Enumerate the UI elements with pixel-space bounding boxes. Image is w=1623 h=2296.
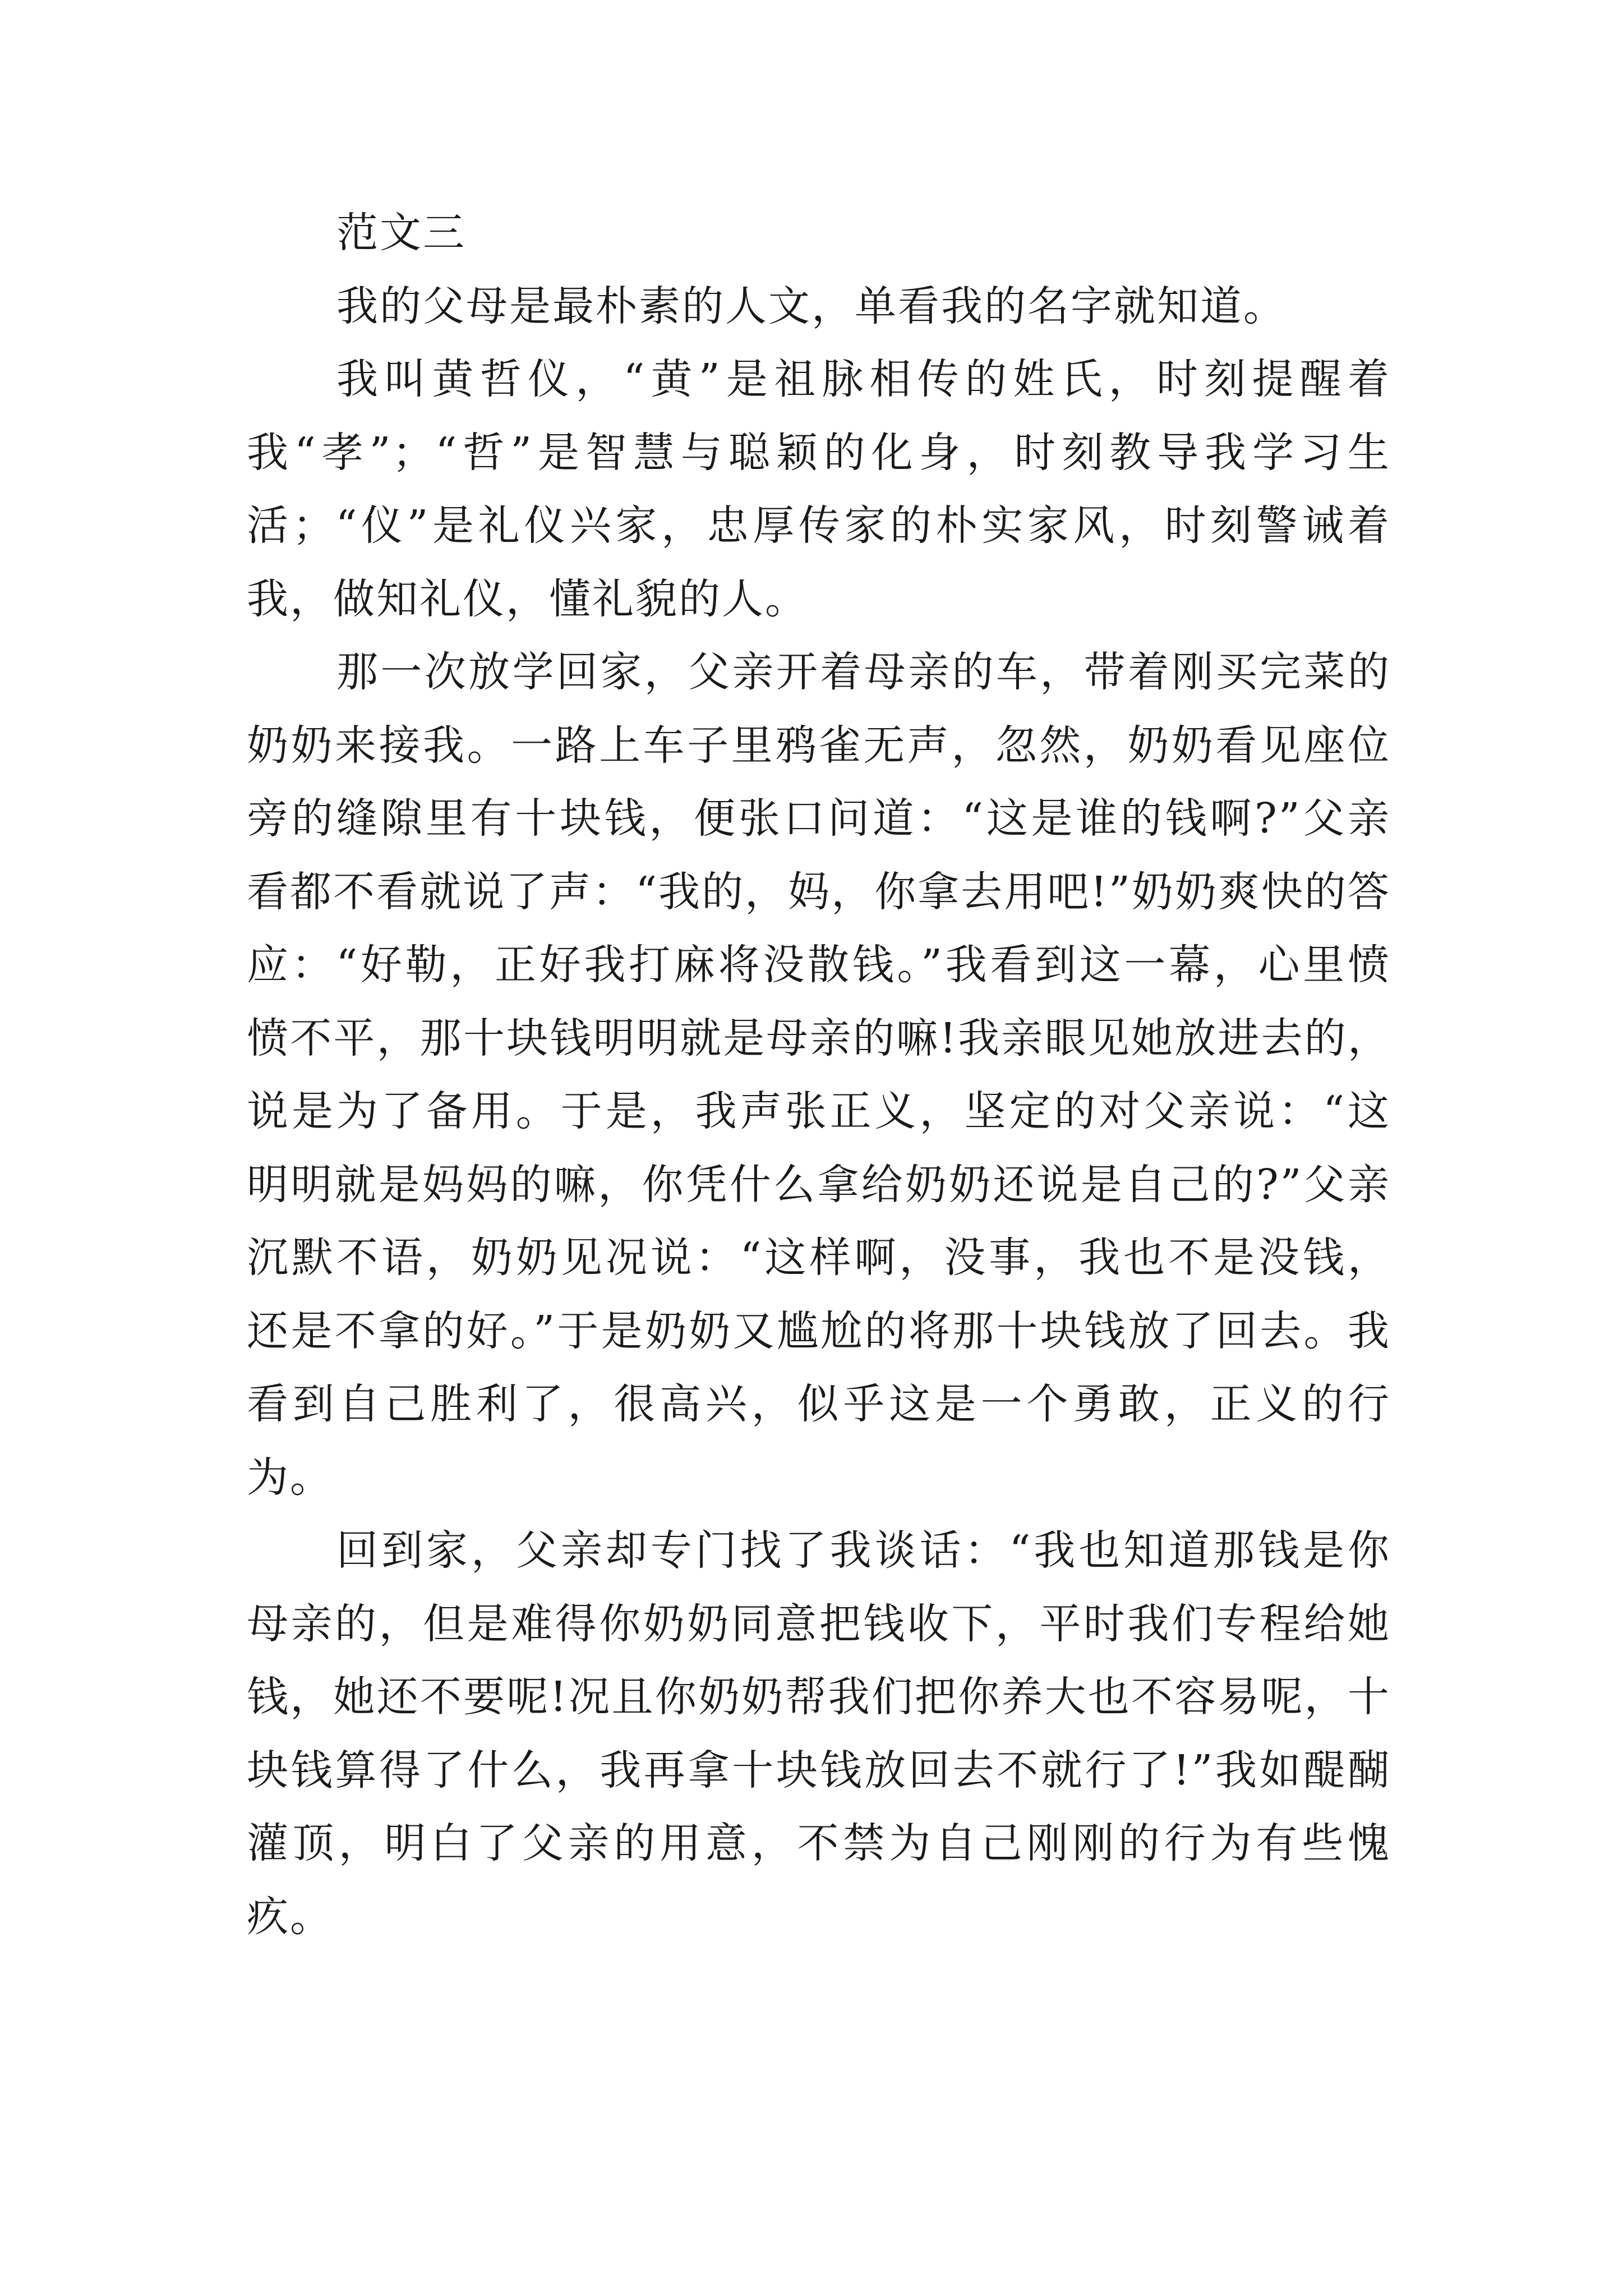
paragraph-4: 回到家，父亲却专门找了我谈话：“我也知道那钱是你母亲的，但是难得你奶奶同意把钱收下，平时我们专程给她钱，她还不要呢!况且你奶奶帮我们把你养大也不容易呢，十块钱算得了什么，我再拿十块钱放回去不就行了!”我如醍醐灌顶，明白了父亲的用意，不禁为自己刚刚的行为有些愧疚。: [247, 1526, 1391, 1941]
paragraph-2: 我叫黄哲仪，“黄”是祖脉相传的姓氏，时刻提醒着我“孝”；“哲”是智慧与聪颖的化身，时刻教导我学习生活；“仪”是礼仪兴家，忠厚传家的朴实家风，时刻警诫着我，做知礼仪，懂礼貌的人。: [247, 355, 1391, 623]
paragraph-1: 我的父母是最朴素的人文，单看我的名字就知道。: [336, 282, 1287, 330]
document-title: 范文三: [336, 209, 466, 257]
paragraph-3: 那一次放学回家，父亲开着母亲的车，带着刚买完菜的奶奶来接我。一路上车子里鸦雀无声，忽然，奶奶看见座位旁的缝隙里有十块钱，便张口问道：“这是谁的钱啊?”父亲看都不看就说了声：“我的，妈，你拿去用吧!”奶奶爽快的答应：“好勒，正好我打麻将没散钱。”我看到这一幕，心里愤愤不平，那十块钱明明就是母亲的嘛!我亲眼见她放进去的，说是为了备用。于是，我声张正义，坚定的对父亲说：“这明明就是妈妈的嘛，你凭什么拿给奶奶还说是自己的?”父亲沉默不语，奶奶见况说：“这样啊，没事，我也不是没钱，还是不拿的好。”于是奶奶又尴尬的将那十块钱放了回去。我看到自己胜利了，很高兴，似乎这是一个勇敢，正义的行为。: [247, 648, 1391, 1502]
document-body: [247, 196, 1391, 1953]
